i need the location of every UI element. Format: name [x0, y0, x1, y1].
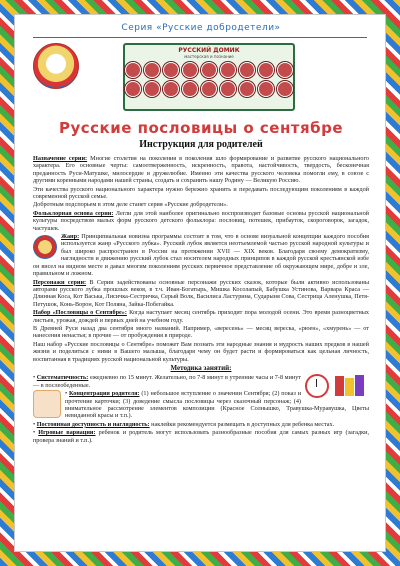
- section-text: Наш набор «Русские пословицы о Сентябре» поможет Вам познать эти народные знания и мудрость наших предков в нашей жизни и поделиться с ними в Вашего малыша, благодаря чему он будет расти и формироваться как цельная личность, воспитанная в традициях русской национальной культуры.: [33, 340, 369, 363]
- section-label: Персонажи серии:: [33, 278, 87, 286]
- document-subtitle: Инструкция для родителей: [139, 139, 263, 150]
- proverb-card-icon: [201, 81, 217, 97]
- method-text: ребенок и родитель могут использовать разнообразные пособия для самых разных игр (загадки, провера знаний и т.п.).: [33, 429, 370, 444]
- proverb-card-icon: [201, 62, 217, 78]
- method-title: Методика занятий:: [170, 363, 232, 372]
- section-set: [33, 309, 369, 324]
- header-divider: [33, 37, 367, 38]
- proverb-card-icon: [125, 62, 141, 78]
- content-frame: [14, 14, 386, 552]
- section-genre: [33, 233, 369, 277]
- product-banner: [123, 43, 295, 111]
- section-purpose-note: [33, 201, 369, 208]
- section-text: В Древней Руси назад два сентября много названий. Например, «вересень» — месяц вереска, «рюен», «хмурень» — от нанесения ненастья; в прочие — от пробуждения в природе.: [33, 324, 369, 340]
- proverb-card-icon: [144, 81, 160, 97]
- section-text: В Серии задействованы основные персонажи русских сказок, которые были активно использованы авторами русского лубка прошлых веков, в т.ч. Иван-Богатырь, Мишка Косолапый, Бабушка Устинова, Варвара Краса — Длинная Коса, Кот Васька, Лисичка-Сестричка, Серый Волк, Василиса Ластурина, Сударыня Сова, Сестрица Аленушка, Петя-Петушок, Конь-Ворон, Кот Поляна, Зайка-Побегайка.: [33, 278, 369, 308]
- section-text: Добротным подспорьем в этом деле станет серия «Русские добродетели».: [33, 201, 228, 209]
- proverb-card-icon: [163, 62, 179, 78]
- method-item: • Концентрация родителя: (1) небольшое вступление о значении Сентября; (2) показ и прочтение карточки; (3) доведение смысла пословицы через сказочный персонаж; (4) внимательное рассмотрение элементов композиции (Красное Солнышко, Травушка-Муравушка, Цветы невиданной красы и т.п.).: [33, 390, 369, 420]
- proverb-card-icon: [182, 62, 198, 78]
- publisher-logo-icon: [33, 43, 79, 89]
- method-item: • Постоянная доступность и наглядность: наклейки рекомендуется размещать в доступных для ребенка местах.: [33, 420, 335, 428]
- series-title: Серия «Русские добродетели»: [121, 23, 281, 33]
- method-item: • Систематичность: ежедневно по 15 минут. Желательно, по 7-8 минут в утренние часы и 7-8 минут — в послеобеденные.: [33, 374, 369, 389]
- method-label: Концентрация родителя:: [69, 390, 140, 398]
- child-illustration-icon: [33, 390, 61, 418]
- proverb-card-icon: [258, 62, 274, 78]
- proverb-card-icon: [163, 81, 179, 97]
- proverb-card-icon: [239, 62, 255, 78]
- proverb-card-icon: [220, 62, 236, 78]
- section-text: Когда наступает месяц сентябрь приходит пора молодой осени. Это время разноцветных листьев, урожая, дождей и первых дней на учебном году.: [33, 309, 370, 324]
- section-label: Назначение серии:: [33, 155, 88, 162]
- section-text: Легли для этой наиболее оригинально воспроизводят базовые основы русской национальной культуры посредством малых форм русского детского фольклора: пословиц, потешек, прибауток, скороговорок, загадок, частушек.: [33, 209, 369, 232]
- method-label: Игровые вариации:: [38, 429, 96, 437]
- proverb-card-icon: [144, 62, 160, 78]
- method-text: ежедневно по 15 минут. Желательно, по 7-8 минут в утренние часы и 7-8 минут — в послеобеденные.: [33, 374, 301, 389]
- proverb-card-icon: [258, 81, 274, 97]
- section-label: Фольклорная основа серии:: [33, 209, 114, 217]
- books-icon: [333, 374, 369, 398]
- proverb-card-icon: [220, 81, 236, 97]
- banner-card-grid: [125, 62, 293, 97]
- section-text: Принципиальная новизна программы состоит в том, что в основе визуальной концепции каждого пособия используется жанр «Русского лубка». Русский лубок является неотъемлемой частью русской народной культуры и был широко распространен в России на протяжении XVII — XIX веков. Благодаря своему демократизму, наглядности и движению русский лубок стал носителем народных принципов в каждой русской крестьянской избе он висел на видном месте и давал многим поколениям русских первичное представление об окружающем мире, добре и зле, правильном и ложном.: [33, 233, 370, 278]
- section-label: Жанр:: [61, 233, 80, 241]
- method-text: (1) небольшое вступление о значении Сентября; (2) показ и прочтение карточки; (3) доведение смысла пословицы через сказочный персонаж; (4) внимательное рассмотрение элементов композиции (Красное Солнышко, Травушка-Муравушка, Цветы невиданной красы и т.п.).: [65, 390, 369, 420]
- section-set-cont: [33, 325, 369, 340]
- proverb-card-icon: [277, 62, 293, 78]
- proverb-card-icon: [182, 81, 198, 97]
- section-purpose-cont: [33, 186, 369, 201]
- proverb-card-icon: [125, 81, 141, 97]
- proverb-card-icon: [277, 81, 293, 97]
- banner-subtitle: мастерская и познание: [184, 54, 234, 59]
- document-body: [33, 155, 369, 445]
- section-folklore: [33, 210, 369, 232]
- section-characters: [33, 279, 369, 309]
- section-label: Набор «Пословицы о Сентябре»:: [33, 309, 127, 317]
- method-text: наклейки рекомендуется размещать в доступных для ребенка местах.: [151, 420, 335, 428]
- method-label: Систематичность:: [36, 374, 89, 382]
- section-text: Многие столетия на поколения в поколения шло формирование и развитие русского национального характера. Его основные черты: самоотверженность, искренность, правота, настойчивость, твердость, бесконечная преданность Руси-Матушке, милосердие и дружелюбие. Именно эти качества русского человека помогли ему, в союзе с другими коренными народами нашей страны, создать и сохранить нашу Родину — Великую Россию.: [33, 155, 369, 185]
- method-item: • Игровые вариации: ребенок и родитель могут использовать разнообразные пособия для самых разных игр (загадки, провера знаний и т.п.).: [33, 429, 370, 444]
- section-purpose: [33, 155, 369, 185]
- banner-title: РУССКИЙ ДОМИК: [178, 47, 240, 54]
- document-title: Русские пословицы о сентябре: [58, 119, 344, 137]
- section-text: Эти качества русского национального характера нужно бережно хранить и передавать последующим поколениям в каждой современной русской семье.: [33, 185, 369, 201]
- section-set-note: [33, 341, 369, 363]
- proverb-card-icon: [239, 81, 255, 97]
- method-label: Постоянная доступность и наглядность:: [36, 420, 150, 428]
- lubok-emblem-icon: [33, 235, 57, 259]
